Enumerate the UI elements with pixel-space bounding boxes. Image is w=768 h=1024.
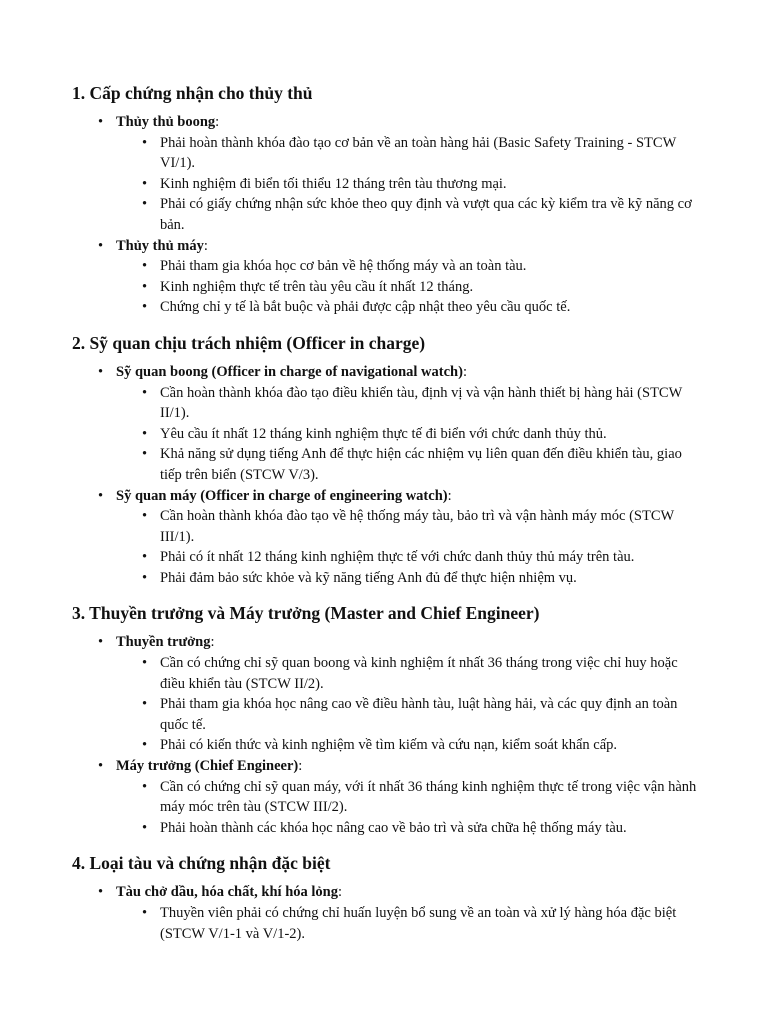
group-list xyxy=(72,362,704,589)
requirement-text: Phải có kiến thức và kinh nghiệm về tìm kiếm và cứu nạn, kiểm soát khẩn cấp. xyxy=(160,737,618,754)
section-title: 1. Cấp chứng nhận cho thủy thủ xyxy=(72,83,313,103)
requirement-item xyxy=(116,818,704,839)
bullet-icon: • xyxy=(98,237,104,254)
requirement-item xyxy=(116,444,704,485)
group-label-suffix: : xyxy=(210,634,215,651)
bullet-icon: • xyxy=(98,487,104,504)
section-3 xyxy=(72,600,704,838)
group-label-suffix: : xyxy=(447,487,452,504)
requirement-text: Cần hoàn thành khóa đào tạo điều khiển tàu, định vị và vận hành thiết bị hàng hải (STCW II/1). xyxy=(160,384,683,422)
requirement-item xyxy=(116,256,704,277)
bullet-icon: • xyxy=(142,819,148,836)
bullet-icon: • xyxy=(142,508,148,525)
requirement-text: Kinh nghiệm thực tế trên tàu yêu cầu ít nhất 12 tháng. xyxy=(160,278,474,295)
requirement-item xyxy=(116,297,704,318)
bullet-icon: • xyxy=(98,114,104,130)
bullet-icon: • xyxy=(98,884,104,901)
group-label-suffix: : xyxy=(215,114,220,130)
requirement-list xyxy=(116,256,704,318)
group-label: Tàu chở dầu, hóa chất, khí hóa lỏng xyxy=(116,884,338,901)
requirement-item xyxy=(116,903,704,944)
requirement-text: Phải đảm bảo sức khỏe và kỹ năng tiếng Anh đủ để thực hiện nhiệm vụ. xyxy=(160,569,577,586)
requirement-item xyxy=(116,424,704,445)
requirement-list xyxy=(116,506,704,588)
requirement-text: Khả năng sử dụng tiếng Anh để thực hiện các nhiệm vụ liên quan đến điều khiển tàu, giao tiếp trên biển (STCW V/3). xyxy=(160,446,682,483)
bullet-icon: • xyxy=(142,655,148,672)
section-2 xyxy=(72,330,704,589)
group-list xyxy=(72,882,704,944)
requirement-item xyxy=(116,506,704,547)
requirement-text: Phải tham gia khóa học nâng cao về điều hành tàu, luật hàng hải, và các quy định an toàn quốc tế. xyxy=(160,696,678,733)
requirement-item xyxy=(116,383,704,424)
group-item xyxy=(72,236,704,318)
requirement-text: Cần hoàn thành khóa đào tạo về hệ thống máy tàu, bảo trì và vận hành máy móc (STCW III/1). xyxy=(160,508,674,545)
bullet-icon: • xyxy=(142,196,148,213)
bullet-icon: • xyxy=(142,569,148,586)
section-title: 4. Loại tàu và chứng nhận đặc biệt xyxy=(72,853,331,874)
group-label: Sỹ quan boong (Officer in charge of navigational watch) xyxy=(116,363,463,380)
requirement-list xyxy=(116,777,704,839)
group-label: Máy trưởng (Chief Engineer) xyxy=(116,758,299,775)
group-label: Sỹ quan máy (Officer in charge of engineering watch) xyxy=(116,487,448,504)
requirement-item xyxy=(116,694,704,735)
bullet-icon: • xyxy=(142,696,148,713)
section-1 xyxy=(72,80,704,318)
requirement-item xyxy=(116,194,704,235)
bullet-icon: • xyxy=(142,134,148,151)
group-label: Thuyền trưởng xyxy=(116,634,211,651)
requirement-text: Phải hoàn thành các khóa học nâng cao về bảo trì và sửa chữa hệ thống máy tàu. xyxy=(160,819,627,836)
requirement-item xyxy=(116,653,704,694)
bullet-icon: • xyxy=(98,634,104,651)
requirement-text: Chứng chỉ y tế là bắt buộc và phải được cập nhật theo yêu cầu quốc tế. xyxy=(160,299,571,316)
requirement-item xyxy=(116,133,704,174)
group-label-suffix: : xyxy=(462,363,467,380)
bullet-icon: • xyxy=(142,737,148,754)
document-body xyxy=(72,80,704,956)
requirement-text: Cần có chứng chỉ sỹ quan máy, với ít nhất 36 tháng kinh nghiệm thực tế trong việc vận hành máy móc trên tàu (STCW III/2). xyxy=(160,778,697,816)
group-list xyxy=(72,632,704,838)
requirement-item xyxy=(116,735,704,756)
section-4 xyxy=(72,850,704,944)
requirement-item xyxy=(116,277,704,298)
requirement-text: Phải hoàn thành khóa đào tạo cơ bản về an toàn hàng hải (Basic Safety Training - STCW VI/1). xyxy=(160,134,677,172)
requirement-text: Phải tham gia khóa học cơ bản về hệ thống máy và an toàn tàu. xyxy=(160,258,527,275)
bullet-icon: • xyxy=(142,778,148,795)
requirement-item xyxy=(116,174,704,195)
group-item xyxy=(72,632,704,756)
bullet-icon: • xyxy=(142,425,148,442)
requirement-list xyxy=(116,903,704,944)
requirement-text: Yêu cầu ít nhất 12 tháng kinh nghiệm thực tế đi biển với chức danh thủy thủ. xyxy=(160,425,607,442)
bullet-icon: • xyxy=(142,299,148,316)
bullet-icon: • xyxy=(142,175,148,192)
section-title: 3. Thuyền trưởng và Máy trưởng (Master and Chief Engineer) xyxy=(72,603,540,624)
bullet-icon: • xyxy=(142,905,148,921)
requirement-item xyxy=(116,568,704,589)
group-label-suffix: : xyxy=(203,237,208,254)
group-label-suffix: : xyxy=(298,758,303,775)
group-item xyxy=(72,882,704,944)
group-item xyxy=(72,486,704,589)
requirement-text: Kinh nghiệm đi biển tối thiểu 12 tháng trên tàu thương mại. xyxy=(160,175,507,192)
bullet-icon: • xyxy=(142,549,148,566)
requirement-text: Phải có ít nhất 12 tháng kinh nghiệm thực tế với chức danh thủy thủ máy trên tàu. xyxy=(160,549,635,566)
requirement-text: Thuyền viên phải có chứng chỉ huấn luyện bổ sung về an toàn và xử lý hàng hóa đặc biệt (STCW V/1-1 và V/1-2). xyxy=(160,905,677,942)
group-label: Thủy thủ boong xyxy=(116,114,216,130)
requirement-list xyxy=(116,383,704,486)
bullet-icon: • xyxy=(142,278,148,295)
bullet-icon: • xyxy=(142,258,148,275)
group-item xyxy=(72,362,704,486)
requirement-text: Phải có giấy chứng nhận sức khỏe theo quy định và vượt qua các kỳ kiểm tra về kỹ năng cơ bản. xyxy=(160,196,692,233)
section-title: 2. Sỹ quan chịu trách nhiệm (Officer in charge) xyxy=(72,332,426,353)
group-item xyxy=(72,112,704,236)
group-label-suffix: : xyxy=(337,884,343,901)
group-label: Thủy thủ máy xyxy=(116,237,204,254)
requirement-item xyxy=(116,547,704,568)
bullet-icon: • xyxy=(98,363,104,380)
bullet-icon: • xyxy=(142,446,148,463)
group-item xyxy=(72,756,704,838)
bullet-icon: • xyxy=(98,758,104,775)
requirement-text: Cần có chứng chỉ sỹ quan boong và kinh nghiệm ít nhất 36 tháng trong việc chỉ huy hoặc điều khiển tàu (STCW II/2). xyxy=(160,655,678,692)
requirement-list xyxy=(116,133,704,236)
requirement-item xyxy=(116,777,704,818)
requirement-list xyxy=(116,653,704,756)
bullet-icon: • xyxy=(142,384,148,401)
group-list xyxy=(72,112,704,318)
